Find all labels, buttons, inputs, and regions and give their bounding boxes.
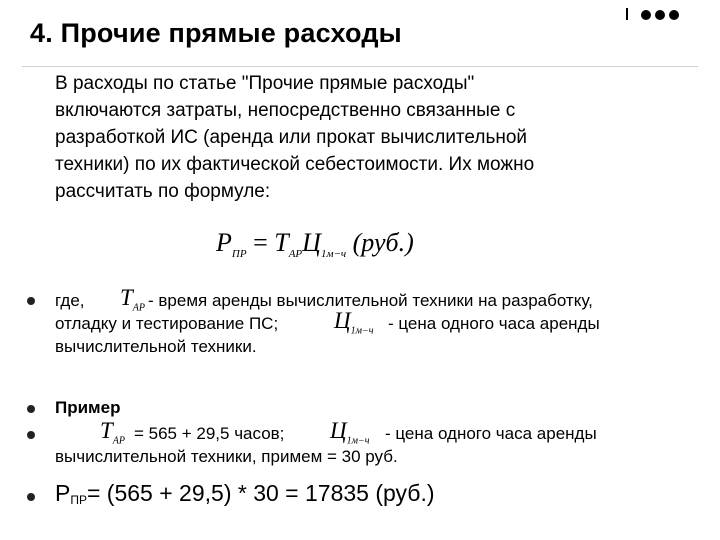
bullet-icon bbox=[27, 431, 35, 439]
t-symbol: T bbox=[100, 418, 113, 443]
decor-dot-icon bbox=[669, 10, 679, 20]
formula-unit: (руб.) bbox=[346, 228, 414, 257]
formula-t-sub: AP bbox=[288, 248, 303, 261]
bullet-3-c-symbol bbox=[330, 418, 370, 447]
example-label: Пример bbox=[55, 398, 121, 417]
intro-line: В расходы по статье "Прочие прямые расходы" bbox=[55, 73, 475, 94]
bullet-1-where: где, bbox=[55, 291, 85, 310]
bullet-3-line1-post: - цена одного часа аренды bbox=[385, 424, 597, 443]
c-symbol-sub: 1м−ч bbox=[350, 325, 374, 337]
result-expression: = (565 + 29,5) * 30 = 17835 (руб.) bbox=[86, 480, 435, 506]
c-symbol: Ц bbox=[334, 308, 351, 333]
intro-line: рассчитать по формуле: bbox=[55, 181, 271, 202]
formula-p-sub: ПР bbox=[231, 248, 247, 261]
formula-c: Ц bbox=[302, 228, 321, 257]
corner-tick-mark bbox=[626, 8, 628, 20]
decor-dot-icon bbox=[641, 10, 651, 20]
intro-line: техники) по их фактической себестоимости. Их можно bbox=[55, 154, 535, 175]
result-calculation bbox=[55, 480, 435, 507]
cost-formula bbox=[216, 228, 414, 260]
bullet-icon bbox=[27, 297, 35, 305]
bullet-1-line1: - время аренды вычислительной техники на разработку, bbox=[148, 291, 593, 310]
bullet-1-c-symbol bbox=[334, 308, 374, 337]
c-symbol-sub: 1м−ч bbox=[346, 435, 370, 447]
bullet-icon bbox=[27, 493, 35, 501]
intro-paragraph bbox=[55, 70, 675, 205]
result-p: P bbox=[55, 480, 71, 506]
t-symbol-sub: AP bbox=[112, 435, 126, 447]
bullet-1-t-symbol bbox=[120, 285, 145, 314]
intro-line: разработкой ИС (аренда или прокат вычислительной bbox=[55, 127, 528, 148]
t-symbol-sub: AP bbox=[132, 302, 146, 314]
bullet-3-t-symbol bbox=[100, 418, 125, 447]
bullet-1-line2: отладку и тестирование ПС; bbox=[55, 314, 279, 333]
c-symbol: Ц bbox=[330, 418, 347, 443]
formula-p: P bbox=[216, 228, 232, 257]
bullet-3-line2: вычислительной техники, примем = 30 руб. bbox=[55, 447, 398, 466]
formula-c-sub: 1м−ч bbox=[320, 248, 347, 261]
intro-line: включаются затраты, непосредственно связанные с bbox=[55, 100, 516, 121]
slide-title: 4. Прочие прямые расходы bbox=[30, 18, 402, 48]
result-p-sub: ПР bbox=[70, 493, 87, 507]
bullet-1-line3: вычислительной техники. bbox=[55, 337, 257, 356]
bullet-3-line1: = 565 + 29,5 часов; bbox=[134, 424, 285, 443]
formula-eq: = bbox=[246, 228, 275, 257]
title-divider bbox=[22, 66, 698, 67]
bullet-1-line2-post: - цена одного часа аренды bbox=[388, 314, 600, 333]
decor-dot-icon bbox=[655, 10, 665, 20]
t-symbol: T bbox=[120, 285, 133, 310]
bullet-icon bbox=[27, 405, 35, 413]
formula-t: T bbox=[274, 228, 289, 257]
